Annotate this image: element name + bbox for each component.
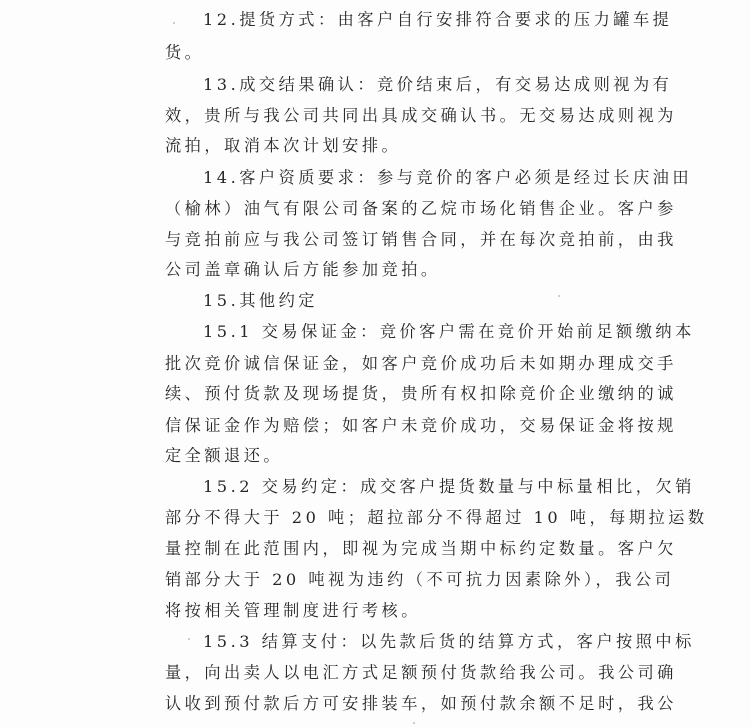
text-line: 续、预付货款及现场提货，贵所有权扣除竞价企业缴纳的诚 xyxy=(165,384,677,403)
text-line: 定全额退还。 xyxy=(165,446,284,465)
text-line: 15.3 结算支付：以先款后货的结算方式，客户按照中标 xyxy=(203,632,695,651)
section-heading: 15.其他约定 xyxy=(203,291,318,310)
text-line: 部分不得大于 20 吨；超拉部分不得超过 10 吨，每期拉运数 xyxy=(165,508,708,527)
scan-speck xyxy=(558,295,560,297)
text-line: 效，贵所与我公司共同出具成交确认书。无交易达成则视为 xyxy=(165,106,677,125)
text-line: 流拍，取消本次计划安排。 xyxy=(165,136,402,155)
text-line: 信保证金作为赔偿；如客户未竞价成功，交易保证金将按规 xyxy=(165,416,677,435)
text-line: 公司盖章确认后方能参加竞拍。 xyxy=(165,260,441,279)
text-line: 14.客户资质要求：参与竞价的客户必须是经过长庆油田 xyxy=(203,168,693,187)
text-line: 销部分大于 20 吨视为违约（不可抗力因素除外），我公司 xyxy=(165,570,675,589)
text-line: 将按相关管理制度进行考核。 xyxy=(165,601,421,620)
text-line: 认收到预付款后方可安排装车，如预付款余额不足时，我公 xyxy=(165,694,677,713)
text-line: 13.成交结果确认：竞价结束后，有交易达成则视为有 xyxy=(203,75,673,94)
text-line: 15.2 交易约定：成交客户提货数量与中标量相比，欠销 xyxy=(203,477,695,496)
text-line: 15.1 交易保证金：竞价客户需在竞价开始前足额缴纳本 xyxy=(203,322,695,341)
text-line: 货。 xyxy=(165,43,205,62)
text-line: （榆林）油气有限公司备案的乙烷市场化销售企业。客户参 xyxy=(165,199,677,218)
scan-speck xyxy=(188,638,190,640)
text-line: 12.提货方式：由客户自行安排符合要求的压力罐车提 xyxy=(203,10,673,29)
text-line: 量控制在此范围内，即视为完成当期中标约定数量。客户欠 xyxy=(165,539,677,558)
text-line: 量，向出卖人以电汇方式足额预付货款给我公司。我公司确 xyxy=(165,663,677,682)
scan-speck xyxy=(413,722,415,724)
text-line: 批次竞价诚信保证金，如客户竞价成功后未如期办理成交手 xyxy=(165,354,677,373)
scan-speck xyxy=(173,22,175,24)
text-line: 与竞拍前应与我公司签订销售合同，并在每次竞拍前，由我 xyxy=(165,230,677,249)
